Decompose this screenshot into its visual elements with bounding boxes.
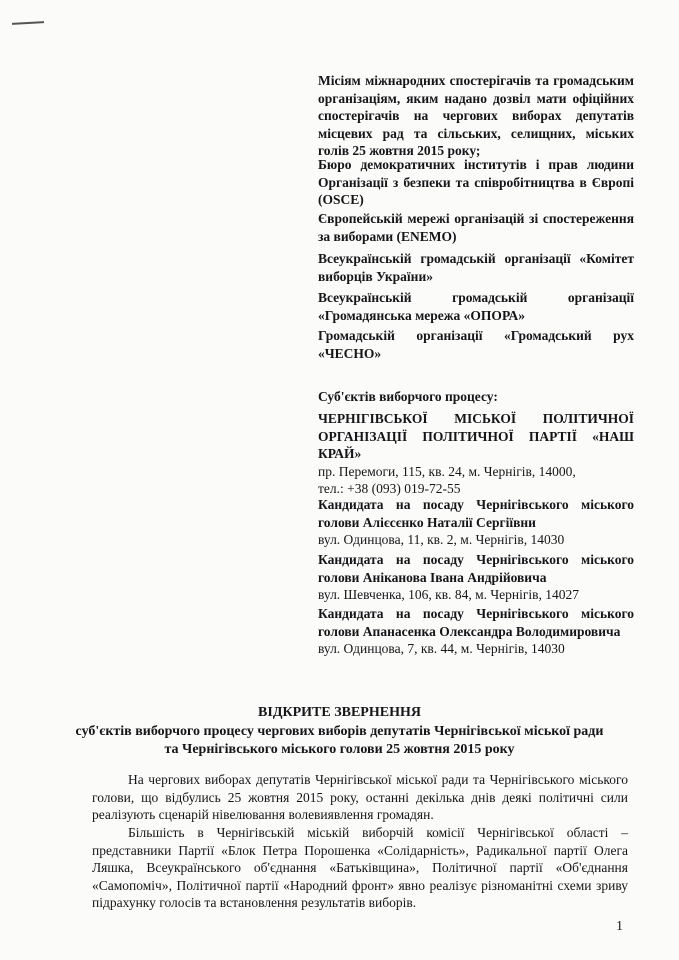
candidate-entry (318, 551, 634, 603)
candidate-address: вул. Одинцова, 7, кв. 44, м. Чернігів, 14030 (318, 641, 565, 656)
addressee-opora: Всеукраїнській громадській організації «Громадянська мережа «ОПОРА» (318, 290, 634, 323)
party-address: пр. Перемоги, 115, кв. 24, м. Чернігів, 14000, (318, 463, 576, 479)
appeal-subtitle-line2: та Чернігівського міського голови 25 жовтня 2015 року (164, 742, 515, 757)
addressee-chesno: Громадській організації «Громадський рух «ЧЕСНО» (318, 328, 634, 361)
candidate-address: вул. Одинцова, 11, кв. 2, м. Чернігів, 14030 (318, 532, 565, 547)
candidate-name: Кандидата на посаду Чернігівського міського голови Аніканова Івана Андрійовича (318, 552, 634, 585)
observers-heading: Місіям міжнародних спостерігачів та громадським організаціям, яким надано дозвіл мати офіційних спостерігачів на чергових виборах депутатів місцевих рад та сільських, селищних, міських голів 25 жовтня 2015 року; (318, 73, 634, 158)
pen-mark (12, 21, 44, 25)
candidate-entry (318, 605, 634, 657)
candidate-name: Кандидата на посаду Чернігівського міського голови Алієсєнко Наталії Сергіївни (318, 497, 634, 530)
appeal-title: ВІДКРИТЕ ЗВЕРНЕННЯ (258, 705, 421, 720)
party-entry (318, 410, 634, 497)
party-phone: тел.: +38 (093) 019-72-55 (318, 480, 461, 496)
addressee-enemo: Європейській мережі організацій зі спостереження за виборами (ENEMO) (318, 211, 634, 244)
subjects-heading: Суб'єктів виборчого процесу: (318, 389, 498, 404)
appeal-paragraph: На чергових виборах депутатів Чернігівської міської ради та Чернігівського міського голови, що відбулись 25 жовтня 2015 року, останні декілька днів деякі політичні сили реалізують сценарій нівелювання волевиявлення громадян. (92, 772, 628, 822)
addressee-osce: Бюро демократичних інститутів і прав людини Організації з безпеки та співробітництва в Європі (OSCE) (318, 157, 634, 207)
candidate-name: Кандидата на посаду Чернігівського міського голови Апанасенка Олександра Володимировича (318, 606, 634, 639)
candidate-address: вул. Шевченка, 106, кв. 84, м. Чернігів, 14027 (318, 587, 580, 602)
appeal-paragraph: Більшість в Чернігівській міській виборчій комісії Чернігівської області – представники Партії «Блок Петра Порошенка «Солідарність», Радикальної партії Олега Ляшка, Всеукраїнського об'єднання «Батьківщина», Політичної партії «Об'єднання «Самопоміч», Політичної партії «Народний фронт» явно реалізує різноманітні схеми зриву підрахунку голосів та встановлення результатів виборів. (92, 825, 628, 910)
page-number: 1 (616, 919, 623, 934)
appeal-subtitle-line1: суб'єктів виборчого процесу чергових виборів депутатів Чернігівської міської ради (75, 724, 604, 739)
candidate-entry (318, 496, 634, 548)
addressee-kvu: Всеукраїнській громадській організації «Комітет виборців України» (318, 251, 634, 284)
party-name: ЧЕРНІГІВСЬКОЇ МІСЬКОЇ ПОЛІТИЧНОЇ ОРГАНІЗАЦІЇ ПОЛІТИЧНОЇ ПАРТІЇ «НАШ КРАЙ» (318, 411, 634, 461)
